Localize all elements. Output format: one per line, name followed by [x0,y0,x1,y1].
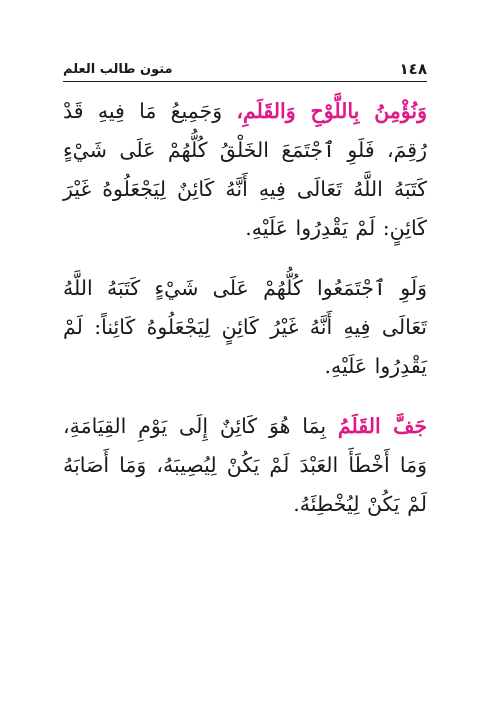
highlighted-phrase: جَفَّ القَلَمُ [337,414,427,438]
book-title: متون طالب العلم [63,61,173,77]
page-number: ١٤٨ [399,60,427,78]
running-header [63,58,427,80]
paragraph-text: وَجَمِيعُ مَا فِيهِ قَدْ رُقِمَ، فَلَوِ ٱجْتَمَعَ الخَلْقُ كُلُّهُمْ عَلَى شَيْءٍ كَتَبَهُ اللَّهُ تَعَالَى فِيهِ أَنَّهُ كَائِنٌ لِيَجْعَلُوهُ غَيْرَ كَائِنٍ: لَمْ يَقْدِرُوا عَلَيْهِ. [63,99,427,240]
highlighted-phrase: وَنُؤْمِنُ بِاللَّوْحِ وَالقَلَمِ، [236,99,427,123]
paragraph-jaffa-qalam [63,407,427,524]
header-divider [63,81,427,82]
paragraph-lawh-qalam [63,92,427,248]
text-body [63,92,427,524]
paragraph-text: بِمَا هُوَ كَائِنٌ إِلَى يَوْمِ القِيَامَةِ، وَمَا أَخْطَأَ العَبْدَ لَمْ يَكُنْ لِيُصِيبَهُ، وَمَا أَصَابَهُ لَمْ يَكُنْ لِيُخْطِئَهُ. [63,414,427,516]
paragraph-text: وَلَوِ ٱجْتَمَعُوا كُلُّهُمْ عَلَى شَيْءٍ كَتَبَهُ اللَّهُ تَعَالَى فِيهِ أَنَّهُ غَيْرُ كَائِنٍ لِيَجْعَلُوهُ كَائِناً: لَمْ يَقْدِرُوا عَلَيْهِ. [63,276,427,378]
paragraph-ijtamau [63,269,427,386]
